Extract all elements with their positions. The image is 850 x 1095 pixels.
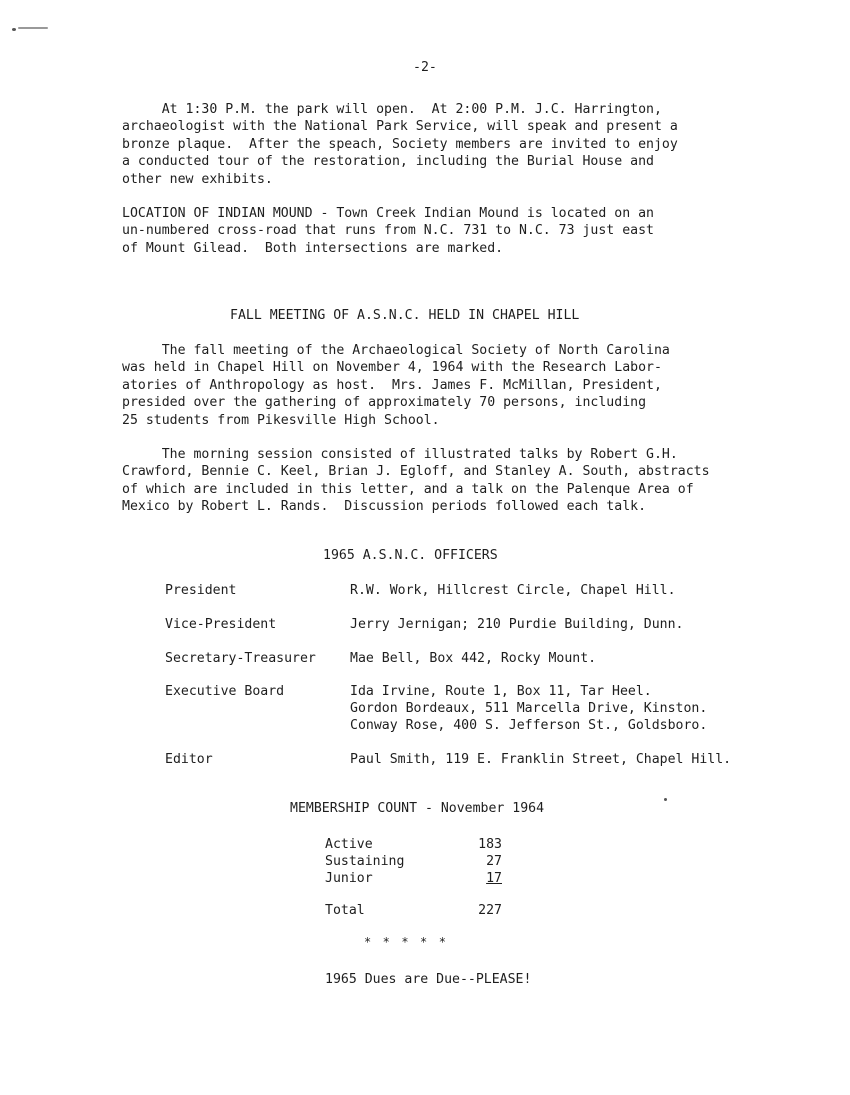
paragraph-line: presided over the gathering of approximately 70 persons, including: [122, 395, 647, 411]
paragraph-line: Crawford, Bennie C. Keel, Brian J. Egloff, and Stanley A. South, abstracts: [122, 464, 710, 480]
total-value: 227: [478, 903, 502, 918]
paragraph-line: At 1:30 P.M. the park will open. At 2:00 P.M. J.C. Harrington,: [122, 102, 662, 117]
scan-speck: [18, 27, 48, 29]
officers-heading: 1965 A.S.N.C. OFFICERS: [323, 548, 498, 563]
officer-role: Executive Board: [165, 684, 285, 699]
separator-stars: * * * * *: [364, 935, 445, 949]
membership-value: 17: [486, 871, 502, 887]
fall-meeting-heading: FALL MEETING OF A.S.N.C. HELD IN CHAPEL HILL: [230, 308, 580, 323]
paragraph-line: bronze plaque. After the speach, Society members are invited to enjoy: [122, 136, 678, 152]
officer-name: Conway Rose, 400 S. Jefferson St., Goldsboro.: [350, 718, 708, 734]
membership-label: Sustaining: [325, 854, 405, 870]
paragraph-line: The fall meeting of the Archaeological Society of North Carolina: [122, 343, 670, 358]
officer-role: Editor: [165, 752, 213, 767]
paragraph-line: Mexico by Robert L. Rands. Discussion periods followed each talk.: [122, 499, 647, 515]
scan-speck: [12, 28, 16, 31]
membership-value: 183: [478, 837, 502, 852]
membership-label: Junior: [325, 871, 373, 887]
paragraph-line: was held in Chapel Hill on November 4, 1964 with the Research Labor-: [122, 360, 662, 376]
paragraph-line: The morning session consisted of illustrated talks by Robert G.H.: [122, 447, 678, 462]
officer-name: R.W. Work, Hillcrest Circle, Chapel Hill.: [350, 583, 676, 598]
dues-reminder: 1965 Dues are Due--PLEASE!: [325, 972, 532, 987]
officer-name: Mae Bell, Box 442, Rocky Mount.: [350, 651, 597, 666]
officer-name: Jerry Jernigan; 210 Purdie Building, Dunn.: [350, 617, 684, 632]
officer-name: Ida Irvine, Route 1, Box 11, Tar Heel.: [350, 684, 652, 699]
paragraph-line: of which are included in this letter, and a talk on the Palenque Area of: [122, 481, 694, 497]
membership-value: 27: [486, 854, 502, 870]
membership-label: Active: [325, 837, 373, 852]
officer-role: Vice-President: [165, 617, 277, 632]
paragraph-line: other new exhibits.: [122, 171, 273, 187]
paragraph-line: 25 students from Pikesville High School.: [122, 412, 440, 428]
paragraph-line: archaeologist with the National Park Service, will speak and present a: [122, 119, 678, 135]
page-number: -2-: [413, 60, 437, 75]
paragraph-line: a conducted tour of the restoration, including the Burial House and: [122, 154, 654, 170]
paragraph-line: atories of Anthropology as host. Mrs. James F. McMillan, President,: [122, 377, 662, 393]
paragraph-line: LOCATION OF INDIAN MOUND - Town Creek Indian Mound is located on an: [122, 206, 654, 221]
paragraph-line: un-numbered cross-road that runs from N.C. 731 to N.C. 73 just east: [122, 223, 654, 239]
officer-name: Paul Smith, 119 E. Franklin Street, Chapel Hill.: [350, 752, 732, 767]
officer-name: Gordon Bordeaux, 511 Marcella Drive, Kinston.: [350, 701, 708, 717]
scan-speck: [664, 798, 667, 801]
membership-heading: MEMBERSHIP COUNT - November 1964: [290, 801, 545, 816]
total-label: Total: [325, 903, 365, 918]
officer-role: Secretary-Treasurer: [165, 651, 316, 666]
officer-role: President: [165, 583, 237, 598]
paragraph-line: of Mount Gilead. Both intersections are marked.: [122, 240, 504, 256]
